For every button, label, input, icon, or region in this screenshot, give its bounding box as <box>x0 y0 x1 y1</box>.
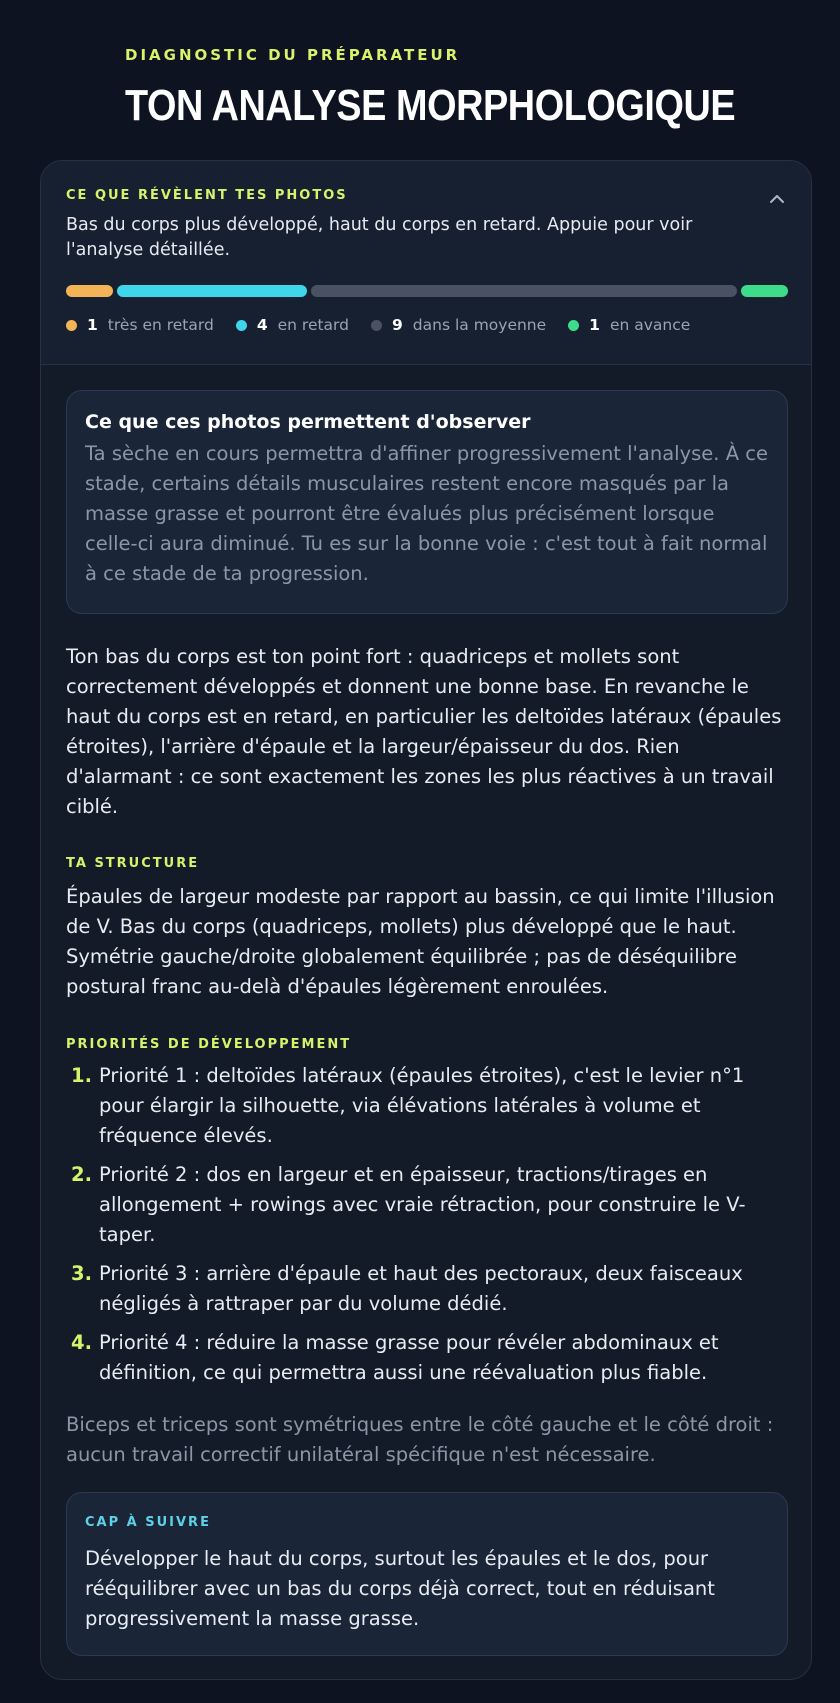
legend-label: dans la moyenne <box>412 316 547 334</box>
legend-count: 4 <box>256 316 268 334</box>
symmetry-note: Biceps et triceps sont symétriques entre le côté gauche et le côté droit : aucun travail correctif unilatéral spécifique n'est nécessaire. <box>66 1413 774 1466</box>
analysis-card <box>40 160 812 1680</box>
legend-count: 1 <box>87 316 98 334</box>
page-eyebrow: DIAGNOSTIC DU PRÉPARATEUR <box>125 46 461 64</box>
distribution-bar <box>66 285 788 297</box>
legend-label: très en retard <box>107 316 214 334</box>
legend-dot-icon <box>236 320 247 331</box>
distribution-segment <box>66 285 113 297</box>
distribution-segment <box>311 285 737 297</box>
distribution-segment <box>117 285 306 297</box>
priority-number: 1. <box>71 1064 92 1087</box>
priority-number: 3. <box>71 1262 92 1285</box>
page-header <box>125 46 815 128</box>
legend-item <box>66 316 214 334</box>
summary-text: Bas du corps plus développé, haut du corps en retard. Appuie pour voir l'analyse détaillée. <box>66 215 693 260</box>
structure-paragraph: Épaules de largeur modeste par rapport au bassin, ce qui limite l'illusion de V. Bas du corps (quadriceps, mollets) plus développé que le haut. Symétrie gauche/droite globalement équilibrée ; pas de déséquilibre postural franc au-delà d'épaules légèrement enroulées. <box>66 885 775 998</box>
legend-dot-icon <box>568 320 579 331</box>
priority-text: Priorité 2 : dos en largeur et en épaisseur, tractions/tirages en allongement + rowings avec vraie rétraction, pour construire le V-taper. <box>99 1163 746 1246</box>
priority-number: 2. <box>71 1163 92 1186</box>
priority-number: 4. <box>71 1331 92 1354</box>
legend-item <box>568 316 690 334</box>
legend-count: 9 <box>392 316 403 334</box>
legend-dot-icon <box>66 320 77 331</box>
intro-paragraph: Ton bas du corps est ton point fort : quadriceps et mollets sont correctement développés et donnent une bonne base. En revanche le haut du corps est en retard, en particulier les deltoïdes latéraux (épaules étroites), l'arrière d'épaule et la largeur/épaisseur du dos. Rien d'alarmant : ce sont exactement les zones les plus réactives à un travail ciblé. <box>66 645 782 818</box>
priority-text: Priorité 4 : réduire la masse grasse pour révéler abdominaux et définition, ce qui permettra aussi une réévaluation plus fiable. <box>99 1331 719 1384</box>
observation-title: Ce que ces photos permettent d'observer <box>85 411 531 433</box>
legend-item <box>371 316 546 334</box>
priority-text: Priorité 1 : deltoïdes latéraux (épaules étroites), c'est le levier n°1 pour élargir la silhouette, via élévations latérales à volume et fréquence élevés. <box>99 1064 745 1147</box>
distribution-legend <box>66 316 788 334</box>
cap-box <box>66 1492 788 1656</box>
priority-item <box>66 1061 791 1151</box>
legend-count: 1 <box>589 316 600 334</box>
summary-label: CE QUE RÉVÈLENT TES PHOTOS <box>66 188 348 203</box>
priorities-label: PRIORITÉS DE DÉVELOPPEMENT <box>66 1037 352 1052</box>
priority-item <box>66 1328 791 1388</box>
legend-item <box>236 316 349 334</box>
observation-text: Ta sèche en cours permettra d'affiner progressivement l'analyse. À ce stade, certains détails musculaires restent encore masqués par la masse grasse et pourront être évalués plus précisément lorsque celle-ci aura diminué. Tu es sur la bonne voie : c'est tout à fait normal à ce stade de ta progression. <box>85 442 768 585</box>
priority-text: Priorité 3 : arrière d'épaule et haut des pectoraux, deux faisceaux négligés à rattraper par du volume dédié. <box>99 1262 743 1315</box>
priority-item <box>66 1160 791 1250</box>
priorities-list <box>66 1061 791 1397</box>
legend-label: en avance <box>609 316 691 334</box>
legend-dot-icon <box>371 320 382 331</box>
observation-note <box>66 390 788 614</box>
distribution-segment <box>741 285 788 297</box>
summary-toggle[interactable] <box>41 161 811 365</box>
cap-label: CAP À SUIVRE <box>85 1515 211 1530</box>
page-title: TON ANALYSE MORPHOLOGIQUE <box>125 81 736 130</box>
cap-text: Développer le haut du corps, surtout les épaules et le dos, pour rééquilibrer avec un bas du corps déjà correct, tout en réduisant progressivement la masse grasse. <box>85 1547 715 1630</box>
structure-label: TA STRUCTURE <box>66 856 200 871</box>
chevron-up-icon[interactable] <box>769 191 785 207</box>
priority-item <box>66 1259 791 1319</box>
legend-label: en retard <box>277 316 349 334</box>
